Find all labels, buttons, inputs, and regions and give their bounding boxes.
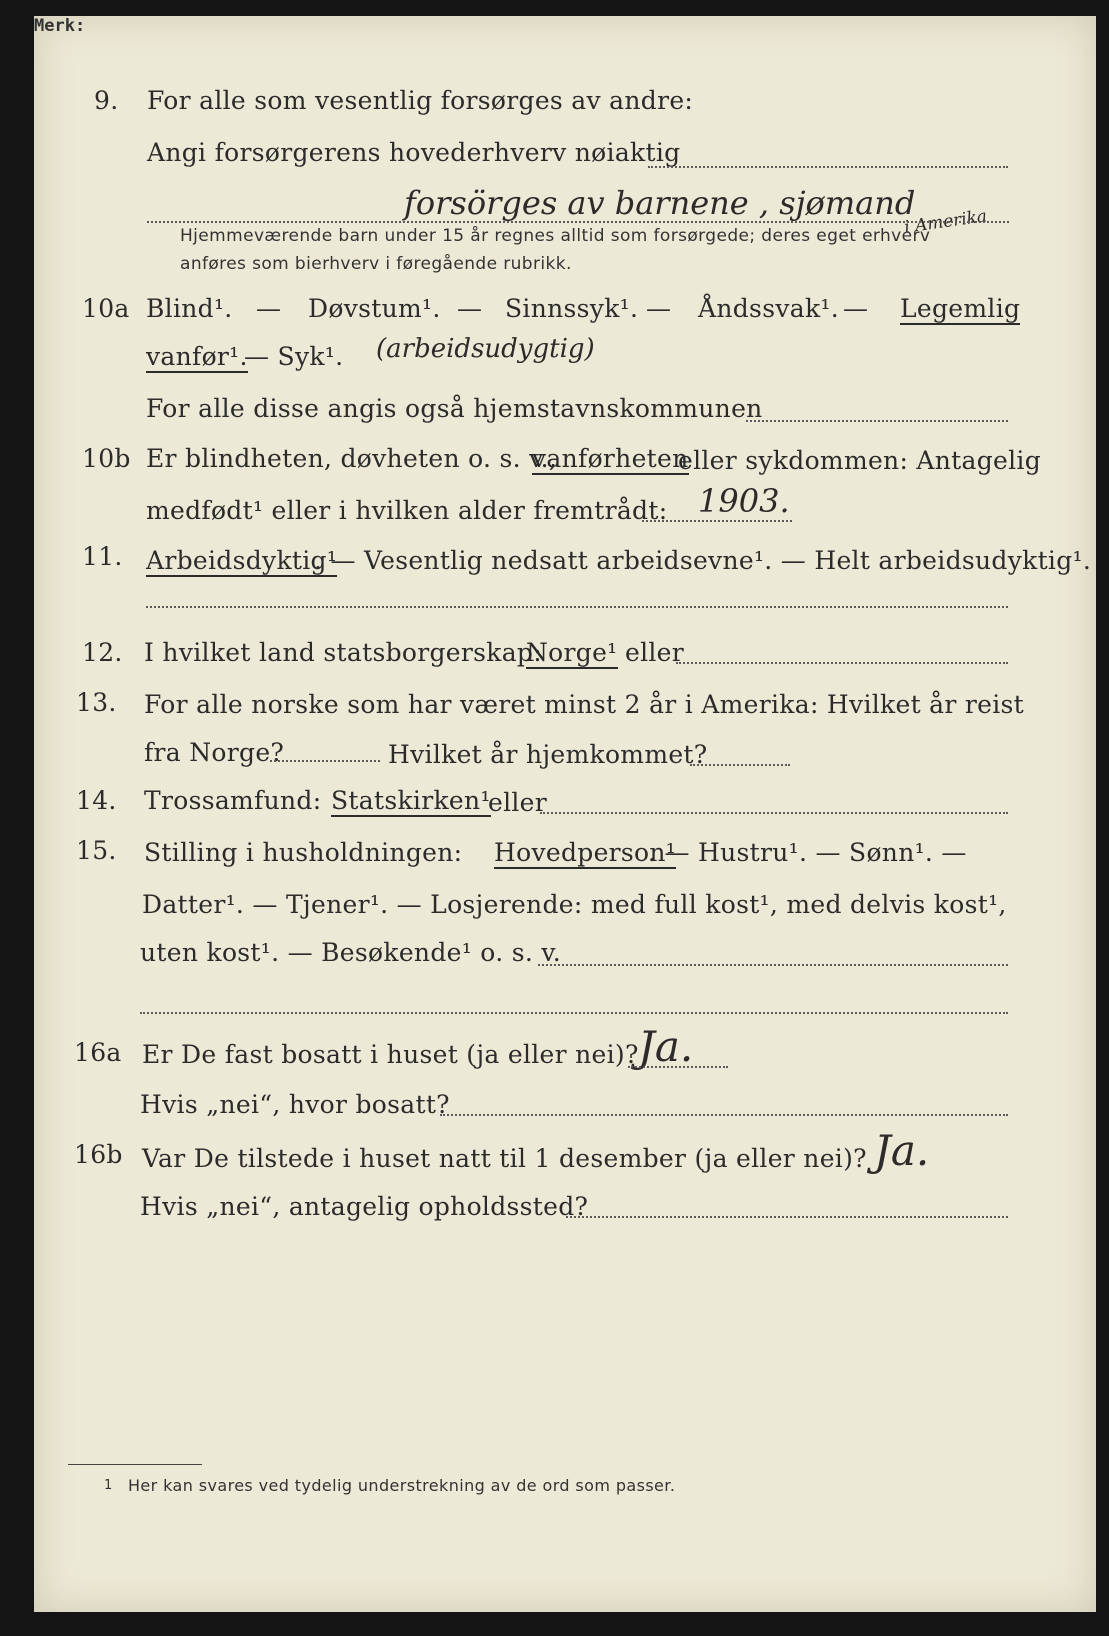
q9-number: 9. xyxy=(94,86,119,115)
footnote-rule xyxy=(68,1464,202,1465)
q10a-line3: For alle disse angis også hjemstavnskommunen xyxy=(146,394,763,423)
q12-answer-line xyxy=(676,662,1008,664)
q10a-dash4: — xyxy=(843,294,869,323)
q16a-number: 16a xyxy=(74,1038,122,1067)
q13-number: 13. xyxy=(76,688,117,717)
q10a-number: 10a xyxy=(82,294,130,323)
q10a-andssvak: Åndssvak¹. xyxy=(698,294,839,323)
q10a-vanfor: vanfør¹. xyxy=(146,342,248,371)
merk-label: Merk: xyxy=(34,16,86,36)
q15-line2: Datter¹. — Tjener¹. — Losjerende: med full kost¹, med delvis kost¹, xyxy=(142,890,1007,919)
q16a-where-line xyxy=(440,1114,1008,1116)
q10a-syk: — Syk¹. xyxy=(244,342,344,371)
q10a-sinnssyk: Sinnssyk¹. xyxy=(505,294,639,323)
q13-year-left-line xyxy=(270,760,380,762)
q10b-line1a: Er blindheten, døvheten o. s. v., xyxy=(146,444,558,473)
q10a-handwritten-answer: (arbeidsudygtig) xyxy=(376,334,595,364)
q13-line1: For alle norske som har været minst 2 år i Amerika: Hvilket år reist xyxy=(144,690,1025,719)
q15-line3: uten kost¹. — Besøkende¹ o. s. v. xyxy=(140,938,562,967)
q16a-answer-line xyxy=(628,1066,728,1068)
merk-line1: Hjemmeværende barn under 15 år regnes alltid som forsørgede; deres eget erhverv xyxy=(180,226,931,246)
q11-answer-line xyxy=(146,606,1008,608)
census-form-page xyxy=(34,16,1096,1612)
q14-number: 14. xyxy=(76,786,117,815)
q11-rest: . — Vesentlig nedsatt arbeidsevne¹. — Helt arbeidsudyktig¹. xyxy=(314,546,1092,575)
q10b-handwritten-answer: 1903. xyxy=(698,482,790,520)
q11-arbeidsdyktig: Arbeidsdyktig¹ xyxy=(146,546,338,575)
q16a-line1: Er De fast bosatt i huset (ja eller nei)? xyxy=(142,1040,639,1069)
q10a-legemlig: Legemlig xyxy=(900,294,1021,323)
q15-hovedperson: Hovedperson¹ xyxy=(494,838,677,867)
q9-handwritten-answer: forsörges av barnene , sjømand xyxy=(404,184,916,222)
q15-number: 15. xyxy=(76,836,117,865)
q10b-line2: medfødt¹ eller i hvilken alder fremtrådt: xyxy=(146,496,668,525)
q14-statskirken: Statskirken¹ xyxy=(331,786,491,815)
q10a-dovstum: Døvstum¹. xyxy=(308,294,441,323)
q12-norge: Norge¹ xyxy=(526,638,618,667)
q10a-blind: Blind¹. xyxy=(146,294,233,323)
q12-text: I hvilket land statsborgerskap: xyxy=(144,638,542,667)
q14-eller: eller xyxy=(488,788,548,817)
q11-number: 11. xyxy=(82,542,123,571)
q9-answer-line-2 xyxy=(147,221,1009,223)
q12-number: 12. xyxy=(82,638,123,667)
q10a-dash3: — xyxy=(646,294,672,323)
q16b-line2: Hvis „nei“, antagelig opholdssted? xyxy=(140,1192,589,1221)
q15-line1a: Stilling i husholdningen: xyxy=(144,838,463,867)
q13-line2a: fra Norge? xyxy=(144,738,285,767)
q12-eller: eller xyxy=(625,638,685,667)
footnote-mark: 1 xyxy=(104,1478,113,1493)
q14-text: Trossamfund: xyxy=(144,786,322,815)
q16a-handwritten-answer: Ja. xyxy=(638,1022,694,1071)
q15-answer-line xyxy=(538,964,1008,966)
q9-answer-line xyxy=(648,166,1008,168)
merk-line2: anføres som bierhverv i føregående rubrikk. xyxy=(180,254,572,274)
q16b-line1: Var De tilstede i huset natt til 1 desember (ja eller nei)? xyxy=(142,1144,867,1173)
q9-line1: For alle som vesentlig forsørges av andre: xyxy=(147,86,694,115)
q10a-answer-line xyxy=(746,420,1008,422)
q13-year-return-line xyxy=(690,764,790,766)
q16b-number: 16b xyxy=(74,1140,123,1169)
q9-line2: Angi forsørgerens hovederhverv nøiaktig xyxy=(147,138,681,167)
q10a-dash2: — xyxy=(457,294,483,323)
q9-handwritten-note: i Amerika xyxy=(903,206,989,238)
q14-answer-line xyxy=(540,812,1008,814)
footnote-text: Her kan svares ved tydelig understrekning av de ord som passer. xyxy=(128,1476,676,1495)
q10b-answer-line xyxy=(642,520,792,522)
q16b-handwritten-answer: Ja. xyxy=(874,1126,930,1175)
q15-line1b: . — Hustru¹. — Sønn¹. — xyxy=(648,838,967,867)
q16a-line2: Hvis „nei“, hvor bosatt? xyxy=(140,1090,450,1119)
q10b-number: 10b xyxy=(82,444,131,473)
q15-answer-line-2 xyxy=(140,1012,1008,1014)
q13-line2b: Hvilket år hjemkommet? xyxy=(388,740,708,769)
q10b-line1b: eller sykdommen: Antagelig xyxy=(678,446,1042,475)
q16b-where-line xyxy=(566,1216,1008,1218)
q10a-dash1: — xyxy=(256,294,282,323)
q10b-vanforheten: vanførheten xyxy=(532,444,689,473)
